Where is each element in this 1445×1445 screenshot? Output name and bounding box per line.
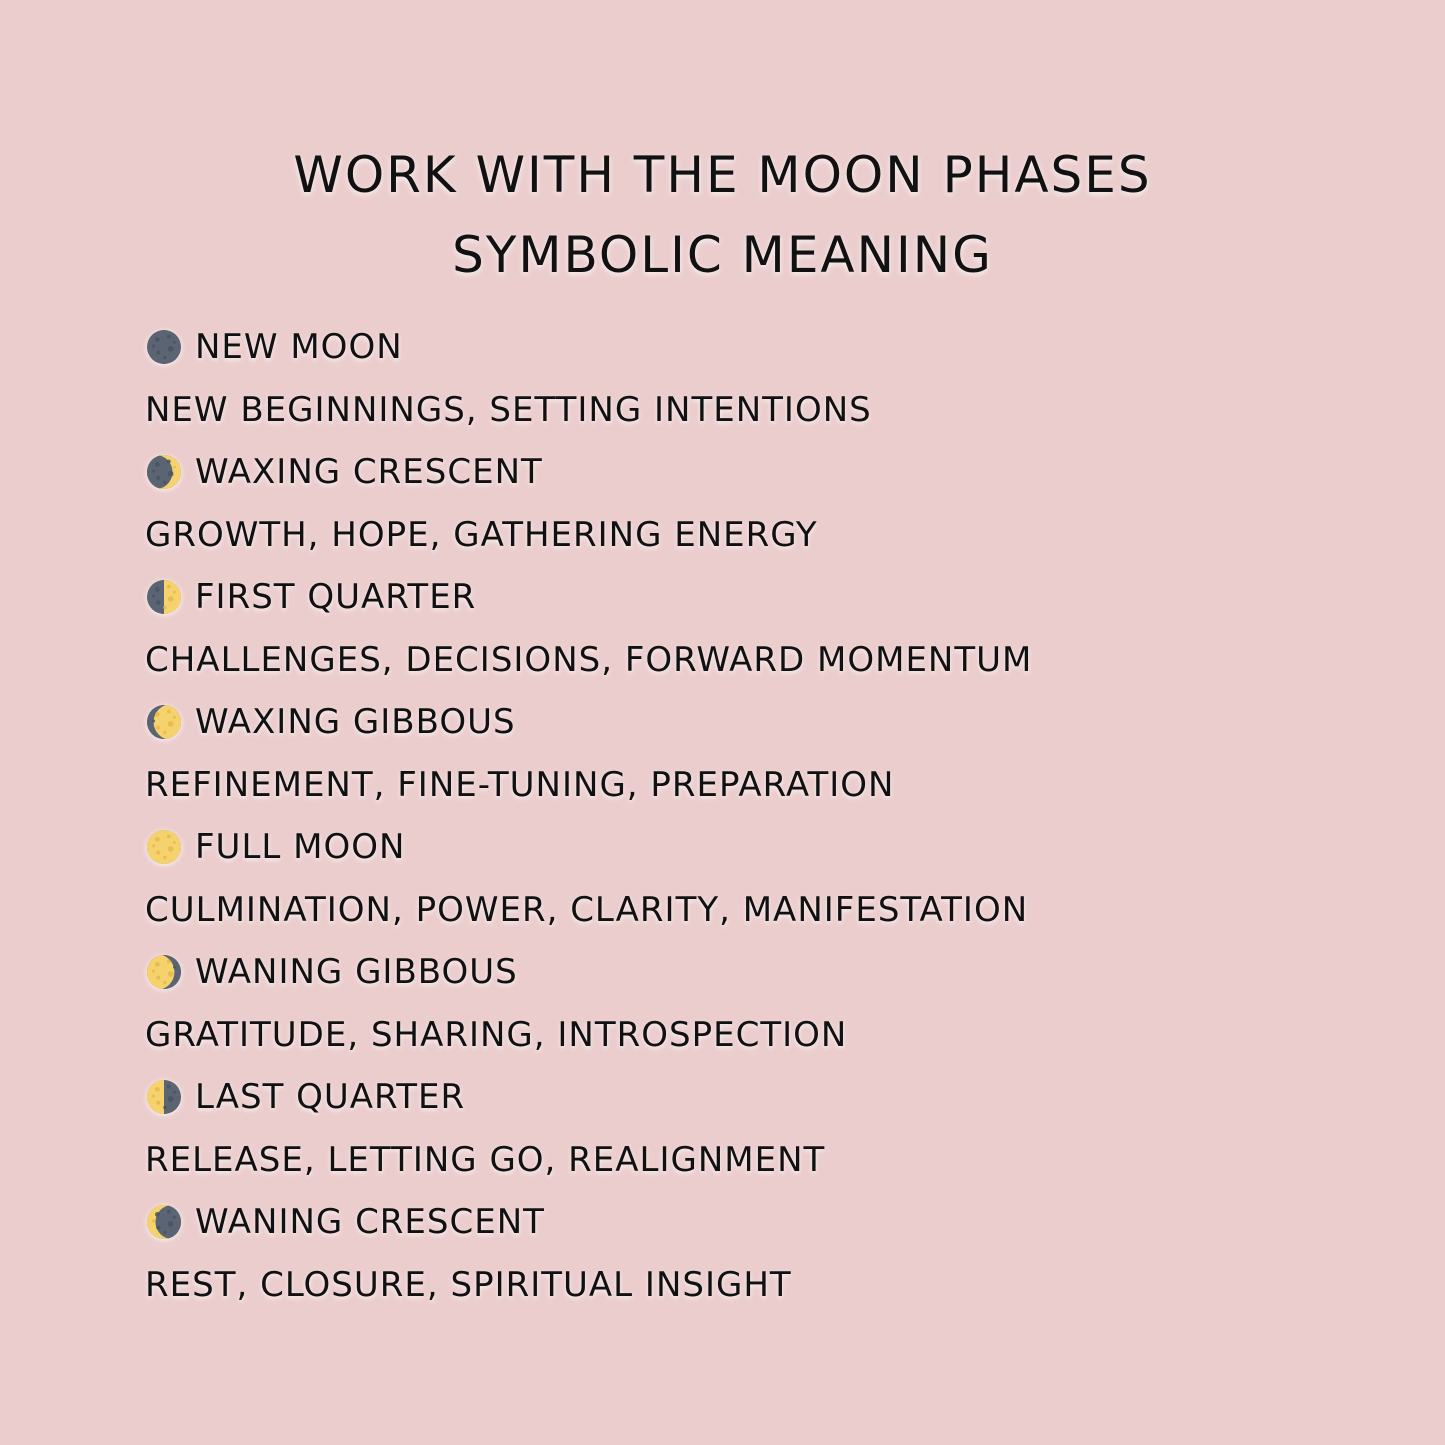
phase-meaning: REFINEMENT, FINE-TUNING, PREPARATION [145,764,895,805]
waning-gibbous-moon-icon [145,953,183,991]
phase-heading-waning-crescent [145,1191,1345,1254]
phase-meaning: GRATITUDE, SHARING, INTROSPECTION [145,1014,848,1055]
phase-heading-waxing-gibbous [145,691,1345,754]
phase-meaning-first-quarter [145,629,1345,692]
title-line-1: WORK WITH THE MOON PHASES [293,146,1152,204]
title-line-2: SYMBOLIC MEANING [452,226,993,284]
phase-meaning: NEW BEGINNINGS, SETTING INTENTIONS [145,389,872,430]
phase-heading-full-moon [145,816,1345,879]
phase-name: FIRST QUARTER [195,577,477,618]
phase-name: NEW MOON [195,327,403,368]
phase-meaning-last-quarter [145,1129,1345,1192]
phase-heading-waxing-crescent [145,441,1345,504]
phase-meaning-waxing-gibbous [145,754,1345,817]
phase-meaning-waning-gibbous [145,1004,1345,1067]
phase-meaning: GROWTH, HOPE, GATHERING ENERGY [145,514,818,555]
phase-meaning: CHALLENGES, DECISIONS, FORWARD MOMENTUM [145,639,1033,680]
phase-meaning-new-moon [145,379,1345,442]
phase-meaning-waning-crescent [145,1254,1345,1317]
full-moon-icon [145,828,183,866]
phase-heading-new-moon [145,316,1345,379]
phase-heading-first-quarter [145,566,1345,629]
waxing-gibbous-moon-icon [145,703,183,741]
phase-list [145,316,1345,1316]
phase-heading-waning-gibbous [145,941,1345,1004]
last-quarter-moon-icon [145,1078,183,1116]
phase-name: FULL MOON [195,827,406,868]
phase-name: WANING GIBBOUS [195,952,518,993]
phase-meaning: CULMINATION, POWER, CLARITY, MANIFESTATION [145,889,1029,930]
phase-meaning-waxing-crescent [145,504,1345,567]
phase-meaning: REST, CLOSURE, SPIRITUAL INSIGHT [145,1264,792,1305]
phase-name: LAST QUARTER [195,1077,466,1118]
phase-name: WAXING CRESCENT [195,452,543,493]
first-quarter-moon-icon [145,578,183,616]
phase-heading-last-quarter [145,1066,1345,1129]
waning-crescent-moon-icon [145,1203,183,1241]
phase-meaning-full-moon [145,879,1345,942]
phase-name: WAXING GIBBOUS [195,702,516,743]
phase-meaning: RELEASE, LETTING GO, REALIGNMENT [145,1139,826,1180]
waxing-crescent-moon-icon [145,453,183,491]
new-moon-icon [145,328,183,366]
phase-name: WANING CRESCENT [195,1202,545,1243]
